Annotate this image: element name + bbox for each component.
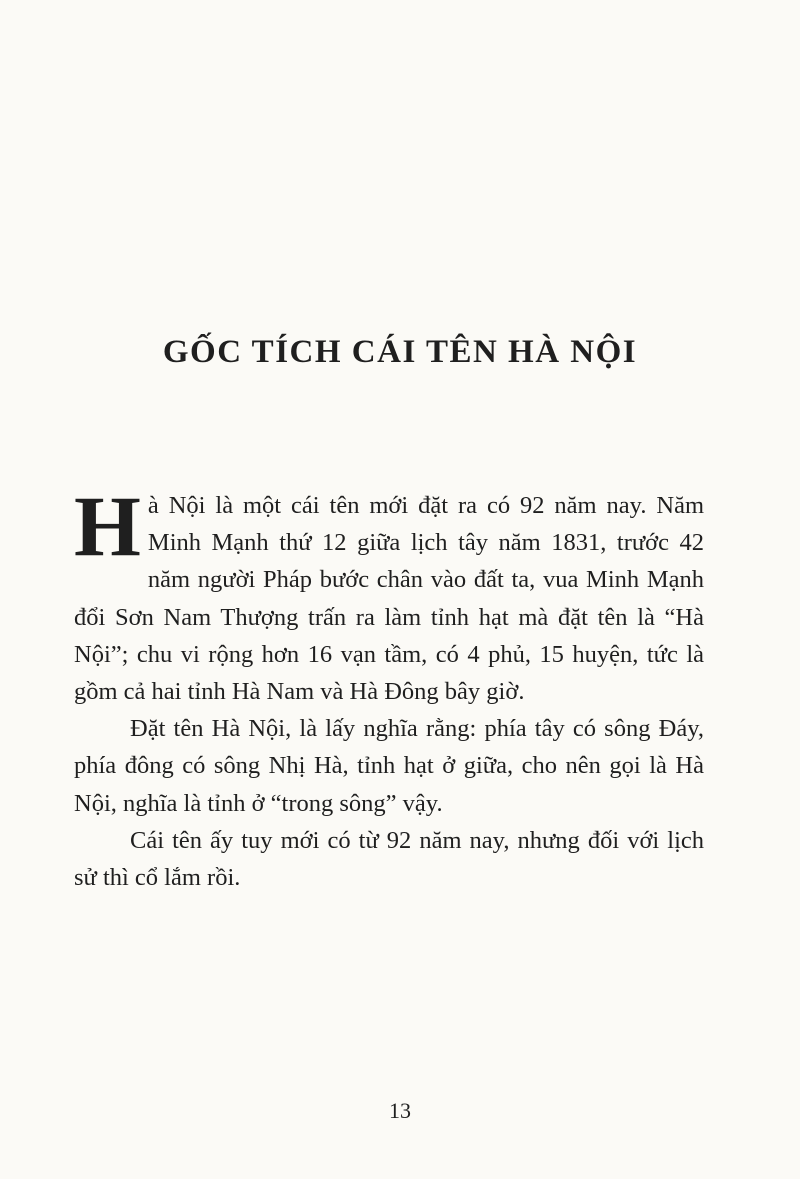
chapter-title: GỐC TÍCH CÁI TÊN HÀ NỘI [162,334,638,370]
paragraph-1-text: à Nội là một cái tên mới đặt ra có 92 năm nay. Năm Minh Mạnh thứ 12 giữa lịch tây năm 1831, trước 42 năm người Pháp bước chân vào đất ta, vua Minh Mạnh đổi Sơn Nam Thượng trấn ra làm tỉnh hạt mà đặt tên là “Hà Nội”; chu vi rộng hơn 16 vạn tầm, có 4 phủ, 15 huyện, tức là gồm cả hai tỉnh Hà Nam và Hà Đông bây giờ. [74,492,704,706]
paragraph-1 [74,478,704,710]
drop-cap: H [74,478,140,574]
page-number: 13 [389,1098,411,1123]
chapter-body [74,478,704,896]
paragraph-2: Đặt tên Hà Nội, là lấy nghĩa rằng: phía tây có sông Đáy, phía đông có sông Nhị Hà, tỉnh hạt ở giữa, cho nên gọi là Hà Nội, nghĩa là tỉnh ở “trong sông” vậy. [74,715,704,817]
paragraph-3: Cái tên ấy tuy mới có từ 92 năm nay, nhưng đối với lịch sử thì cổ lắm rồi. [74,826,704,892]
